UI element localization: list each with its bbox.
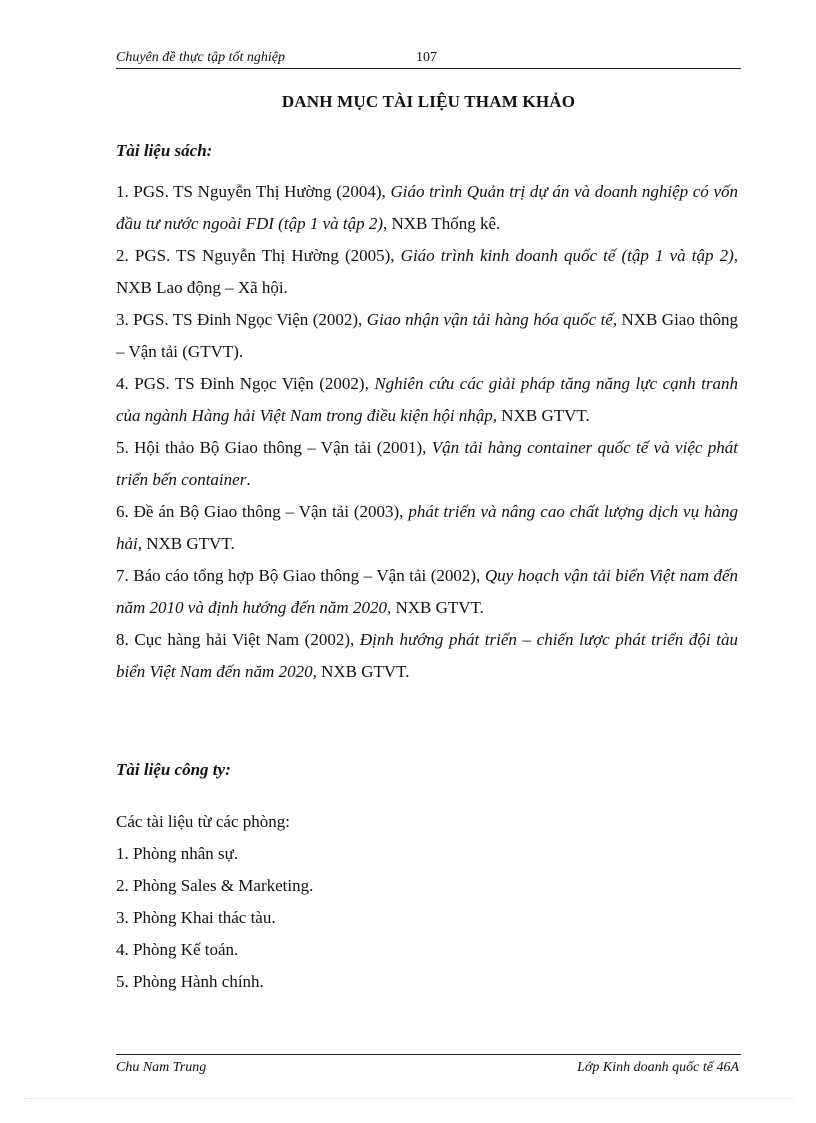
reference-item — [116, 624, 738, 688]
reference-work-title: Định hướng phát triển – chiến lược phát triển đội tàu biển Việt Nam đến năm 2020, — [116, 630, 738, 681]
reference-item — [116, 368, 738, 432]
list-item: 4. Phòng Kế toán. — [116, 940, 239, 959]
list-item: 1. Phòng nhân sự. — [116, 844, 239, 863]
reference-tail: NXB GTVT. — [497, 406, 590, 425]
footer-author: Chu Nam Trung — [116, 1060, 207, 1075]
reference-tail: NXB GTVT. — [141, 534, 235, 553]
page-title: DANH MỤC TÀI LIỆU THAM KHẢO — [281, 92, 576, 111]
reference-tail: NXB Giao thông – Vận tải (GTVT). — [116, 310, 738, 361]
reference-work-title: Nghiên cứu các giải pháp tăng năng lực cạnh tranh của ngành Hàng hải Việt Nam trong điều kiện hội nhập, — [116, 374, 738, 425]
reference-tail: , NXB Lao động – Xã hội. — [116, 246, 738, 297]
reference-work-title: Quy hoạch vận tải biển Việt nam đến năm 2010 và định hướng đến năm 2020, — [116, 566, 738, 617]
reference-item — [116, 496, 738, 560]
reference-lead: 5. Hội thảo Bộ Giao thông – Vận tải (2001), — [116, 438, 432, 457]
header-title: Chuyên đề thực tập tốt nghiệp — [116, 50, 285, 65]
reference-tail: . — [246, 470, 251, 489]
list-item: 5. Phòng Hành chính. — [116, 972, 264, 991]
footer-class: Lớp Kinh doanh quốc tế 46A — [577, 1060, 739, 1075]
reference-item — [116, 432, 738, 496]
books-heading: Tài liệu sách: — [116, 141, 213, 160]
reference-lead: 6. Đề án Bộ Giao thông – Vận tải (2003), — [116, 502, 409, 521]
reference-item — [116, 240, 738, 304]
page-number: 107 — [416, 50, 437, 65]
book-reference-list — [116, 176, 738, 688]
page-header — [116, 50, 741, 69]
reference-lead: 7. Báo cáo tổng hợp Bộ Giao thông – Vận tải (2002), — [116, 566, 485, 585]
reference-lead: 4. PGS. TS Đinh Ngọc Viện (2002), — [116, 374, 375, 393]
company-heading: Tài liệu công ty: — [116, 760, 231, 779]
reference-lead: 2. PGS. TS Nguyễn Thị Hường (2005), — [116, 246, 401, 265]
reference-item — [116, 560, 738, 624]
reference-tail: , NXB Thống kê. — [383, 214, 501, 233]
reference-work-title: Giáo trình Quản trị dự án và doanh nghiệp có vốn đầu tư nước ngoài FDI (tập 1 và tập 2) — [116, 182, 738, 233]
reference-work-title: Giao nhận vận tải hàng hóa quốc tế, — [366, 310, 618, 329]
reference-item — [116, 304, 738, 368]
list-item: 2. Phòng Sales & Marketing. — [116, 876, 314, 895]
reference-tail: NXB GTVT. — [316, 662, 410, 681]
reference-work-title: Giáo trình kinh doanh quốc tế (tập 1 và tập 2) — [400, 246, 734, 265]
reference-tail: NXB GTVT. — [391, 598, 484, 617]
reference-lead: 1. PGS. TS Nguyễn Thị Hường (2004), — [116, 182, 391, 201]
reference-item — [116, 176, 738, 240]
reference-lead: 3. PGS. TS Đinh Ngọc Viện (2002), — [116, 310, 367, 329]
page-edge-divider — [24, 1098, 794, 1099]
company-intro: Các tài liệu từ các phòng: — [116, 812, 290, 831]
reference-work-title: phát triển và nâng cao chất lượng dịch vụ hàng hải, — [116, 502, 738, 553]
company-document-list — [116, 806, 738, 998]
reference-lead: 8. Cục hàng hải Việt Nam (2002), — [116, 630, 360, 649]
list-item: 3. Phòng Khai thác tàu. — [116, 908, 276, 927]
reference-work-title: Vận tải hàng container quốc tế và việc phát triển bến container — [116, 438, 738, 489]
page-footer — [116, 1054, 741, 1077]
